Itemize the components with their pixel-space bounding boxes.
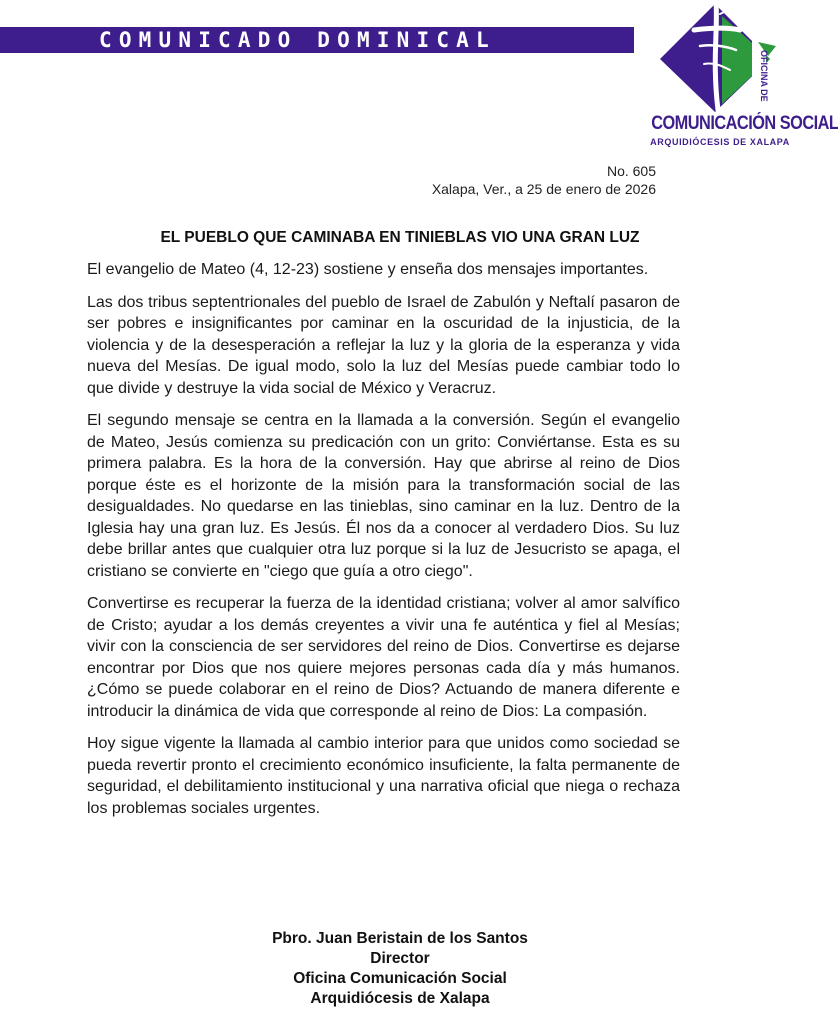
signature-office: Oficina Comunicación Social: [293, 970, 507, 987]
signature-position: Director: [370, 950, 430, 967]
logo-title: COMUNICACIÓN SOCIAL: [651, 113, 838, 134]
paragraph: El segundo mensaje se centra en la llamada a la conversión. Según el evangelio de Mateo, Jesús comienza su predicación con un grito: Conviértanse. Esta es su primera palabra. Es la hora de la conversión. Hay que abrirse al reino de Dios porque éste es el horizonte de la misión para la transformación social de las desigualdades. No quedarse en las tinieblas, sino caminar en la luz. Dentro de la Iglesia hay una gran luz. Es Jesús. Él nos da a conocer al verdadero Dios. Su luz debe brillar antes que cualquier otra luz porque si la luz de Jesucristo se apaga, el cristiano se convierte en "ciego que guía a otro ciego".: [87, 412, 680, 580]
signature-name: Pbro. Juan Beristain de los Santos: [272, 930, 528, 947]
paragraph: El evangelio de Mateo (4, 12-23) sostiene y enseña dos mensajes importantes.: [87, 261, 649, 278]
document-title: EL PUEBLO QUE CAMINABA EN TINIEBLAS VIO UNA GRAN LUZ: [160, 229, 640, 246]
paragraph: Hoy sigue vigente la llamada al cambio interior para que unidos como sociedad se pueda revertir pronto el crecimiento económico insuficiente, la falta permanente de seguridad, el debilitamiento institucional y una narrativa oficial que niega o rechaza los problemas sociales urgentes.: [87, 735, 680, 817]
paragraph: Las dos tribus septentrionales del pueblo de Israel de Zabulón y Neftalí pasaron de ser pobres e insignificantes por caminar en la oscuridad de la injusticia, de la violencia y de la desesperación a reflejar la luz y la gloria de la esperanza y vida nueva del Mesías. De igual modo, solo la luz del Mesías puede cambiar todo lo que divide y destruye la vida social de México y Veracruz.: [87, 293, 680, 397]
signature-block: [180, 929, 620, 1009]
document-meta: [432, 162, 656, 198]
cross-logo-icon: [640, 0, 800, 112]
header-banner: [0, 27, 634, 53]
logo-subtitle: ARQUIDIÓCESIS DE XALAPA: [650, 137, 790, 147]
logo: [640, 0, 838, 160]
place-date: Xalapa, Ver., a 25 de enero de 2026: [431, 181, 656, 197]
document-body: [87, 259, 680, 830]
paragraph: Convertirse es recuperar la fuerza de la identidad cristiana; volver al amor salvífico de Cristo; ayudar a los demás creyentes a vivir una fe auténtica y fiel al Mesías; vivir con la consciencia de ser servidores del reino de Dios. Convertirse es dejarse encontrar por Dios que nos quiere mejores personas cada día y más humanos. ¿Cómo se puede colaborar en el reino de Dios? Actuando de manera diferente e introducir la dinámica de vida que corresponde al reino de Dios: La compasión.: [87, 595, 680, 720]
signature-diocese: Arquidiócesis de Xalapa: [310, 990, 490, 1007]
document-number: No. 605: [606, 163, 656, 179]
logo-vertical-text: OFICINA DE: [759, 50, 769, 102]
banner-title: COMUNICADO DOMINICAL: [99, 28, 496, 52]
